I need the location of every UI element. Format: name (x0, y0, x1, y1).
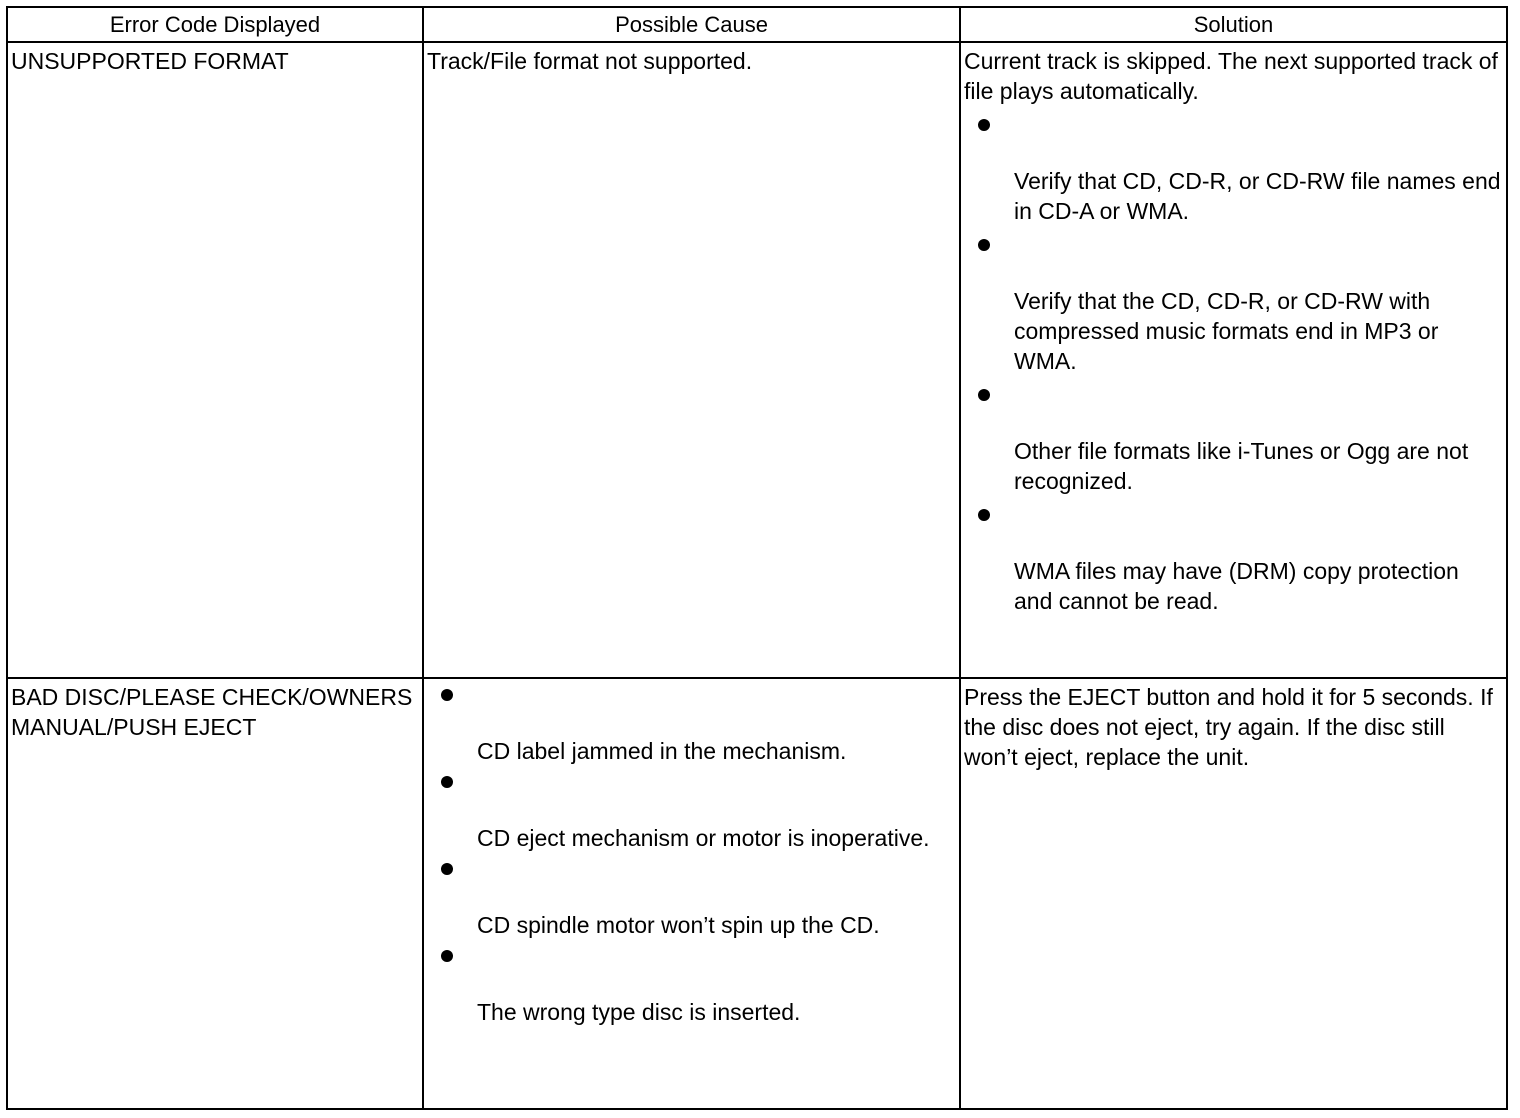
error-code-text: UNSUPPORTED FORMAT (11, 48, 289, 74)
list-item (978, 509, 1506, 616)
bullet-icon (441, 689, 453, 701)
bullet-text: CD eject mechanism or motor is inoperative. (477, 825, 930, 851)
bullet-icon (441, 776, 453, 788)
solution-cell (960, 42, 1507, 678)
bullet-text: Verify that CD, CD-R, or CD-RW file names end in CD-A or WMA. (1014, 168, 1501, 224)
solution-cell (960, 678, 1507, 1109)
bullet-icon (978, 389, 990, 401)
bullet-icon (441, 863, 453, 875)
solution-bullet-list (961, 119, 1506, 616)
list-item (978, 119, 1506, 226)
error-code-text: BAD DISC/PLEASE CHECK/OWNERS MANUAL/PUSH EJECT (11, 684, 413, 740)
column-header-possible-cause: Possible Cause (423, 7, 960, 42)
bullet-text: CD label jammed in the mechanism. (477, 738, 847, 764)
bullet-text: CD spindle motor won’t spin up the CD. (477, 912, 880, 938)
bullet-icon (441, 950, 453, 962)
bullet-icon (978, 509, 990, 521)
solution-intro-text: Current track is skipped. The next supported track of file plays automatically. (964, 48, 1498, 104)
bullet-text: WMA files may have (DRM) copy protection and cannot be read. (1014, 558, 1459, 614)
cause-cell (423, 678, 960, 1109)
column-header-error-code: Error Code Displayed (7, 7, 423, 42)
list-item (978, 239, 1506, 376)
cause-bullet-list (424, 689, 959, 1027)
error-code-cell (7, 678, 423, 1109)
table-row (7, 678, 1507, 1109)
list-item (978, 389, 1506, 496)
bullet-text: Other file formats like i-Tunes or Ogg are not recognized. (1014, 438, 1469, 494)
table-header-row (7, 7, 1507, 42)
table-row (7, 42, 1507, 678)
diagnostic-page (6, 6, 1506, 1110)
cause-cell (423, 42, 960, 678)
error-code-table (6, 6, 1508, 1110)
list-item (441, 689, 959, 766)
column-header-solution: Solution (960, 7, 1507, 42)
bullet-text: Verify that the CD, CD-R, or CD-RW with compressed music formats end in MP3 or WMA. (1014, 288, 1439, 374)
bullet-icon (978, 239, 990, 251)
list-item (441, 863, 959, 940)
list-item (441, 950, 959, 1027)
bullet-icon (978, 119, 990, 131)
cause-text: Track/File format not supported. (427, 48, 753, 74)
error-code-cell (7, 42, 423, 678)
solution-text: Press the EJECT button and hold it for 5 seconds. If the disc does not eject, try again. If the disc still won’t eject, replace the unit. (964, 684, 1493, 770)
list-item (441, 776, 959, 853)
bullet-text: The wrong type disc is inserted. (477, 999, 801, 1025)
